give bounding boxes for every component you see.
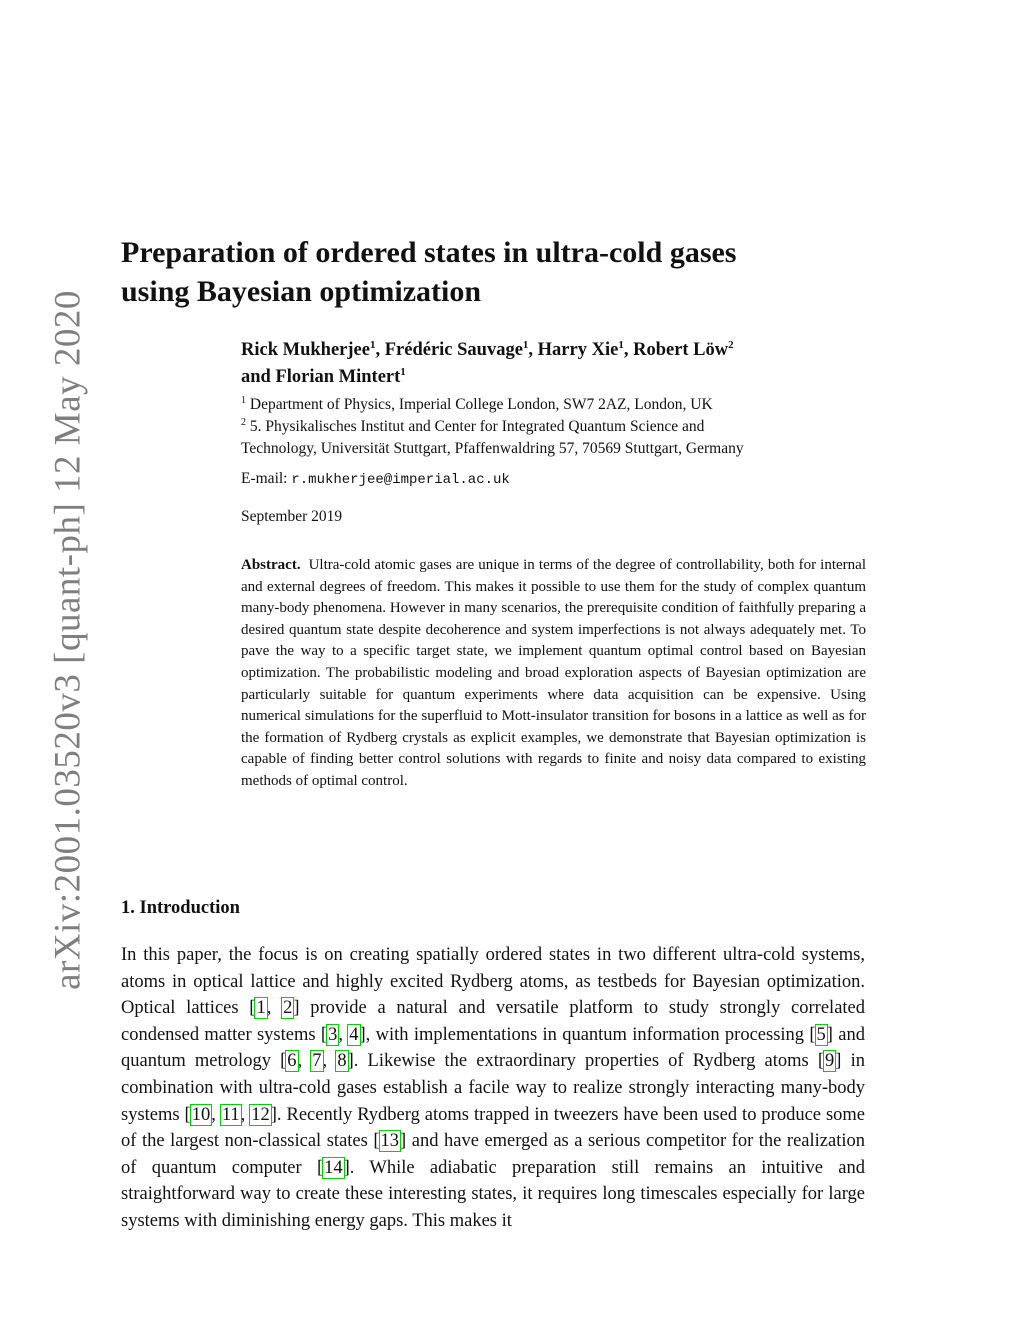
citation-separator: , <box>322 1051 337 1072</box>
citation-separator: , <box>297 1051 312 1072</box>
citation-separator: , <box>211 1104 221 1125</box>
body-text-segment: ]. Likewise the extraordinary properties of Rydberg atoms [ <box>347 1051 825 1072</box>
affiliation-marker: 1 <box>400 366 406 378</box>
citation-separator: , <box>266 998 283 1019</box>
abstract-text: Ultra-cold atomic gases are unique in terms of the degree of controllability, both for internal and external degrees of freedom. This makes it possible to use them for the study of complex quantum many-body phenomena. However in many scenarios, the prerequisite condition of faithfully preparing a desired quantum state despite decoherence and system imperfections is not always adequately met. To pave the way to a specific target state, we implement quantum optimal control based on Bayesian optimization. The probabilistic modeling and broad exploration aspects of Bayesian optimization are particularly suitable for quantum experiments where data acquisition can be expensive. Using numerical simulations for the superfluid to Mott-insulator transition for bosons in a lattice as well as for the formation of Rydberg crystals as explicit examples, we demonstrate that Bayesian optimization is capable of finding better control solutions with regards to finite and noisy data compared to existing methods of optimal control. <box>241 557 866 789</box>
body-text-segment: ], with implementations in quantum information processing [ <box>359 1024 816 1045</box>
introduction-paragraph <box>121 942 865 1235</box>
title-line-2: using Bayesian optimization <box>121 275 482 308</box>
citation-link[interactable]: 13 <box>380 1131 400 1152</box>
affiliations <box>241 394 866 460</box>
citation-link[interactable]: 7 <box>312 1051 322 1072</box>
arxiv-watermark: arXiv:2001.03520v3 [quant-ph] 12 May 2020 <box>47 290 89 990</box>
citation-link[interactable]: 11 <box>221 1104 240 1125</box>
section-heading-introduction: 1. Introduction <box>121 898 240 918</box>
affiliation-marker: 2 <box>728 339 734 351</box>
affiliation-number: 2 <box>241 417 246 428</box>
citation-link[interactable]: 8 <box>337 1051 347 1072</box>
contact-email <box>241 468 866 491</box>
author-name: Florian Mintert <box>275 367 401 387</box>
email-label: E-mail: <box>241 470 288 487</box>
body-text-segment: ] and have emerged as a serious competitor for the realization of quantum computer [ <box>121 1131 865 1178</box>
author-name: Robert Löw <box>633 340 729 360</box>
body-text-segment: ] in combination with ultra-cold gases establish a facile way to realize strongly interacting many-body systems [ <box>121 1051 866 1125</box>
body-text-segment: ] provide a natural and versatile platform to study strongly correlated condensed matter systems [ <box>121 998 865 1045</box>
citation-link[interactable]: 3 <box>328 1024 338 1045</box>
citation-separator: , <box>240 1104 251 1125</box>
affiliation-text: 5. Physikalisches Institut and Center for Integrated Quantum Science and <box>249 418 705 435</box>
affiliation-2-continuation: Technology, Universität Stuttgart, Pfaffenwaldring 57, 70569 Stuttgart, Germany <box>241 440 744 457</box>
affiliation-marker: 1 <box>369 339 376 351</box>
citation-link[interactable]: 2 <box>283 998 293 1019</box>
citation-link[interactable]: 9 <box>825 1051 835 1072</box>
citation-link[interactable]: 14 <box>324 1157 343 1178</box>
affiliation-number: 1 <box>241 395 246 406</box>
citation-link[interactable]: 12 <box>251 1104 270 1125</box>
paper-date: September 2019 <box>241 508 343 525</box>
author-name: Harry Xie <box>537 340 619 360</box>
author-name: Rick Mukherjee <box>241 340 370 360</box>
body-text-segment: ]. While adiabatic preparation still remains an intuitive and straightforward way to create these interesting states, it requires long timescales especially for large systems with diminishing energy gaps. This makes it <box>121 1157 865 1231</box>
body-text-segment: ] and quantum metrology [ <box>121 1024 865 1072</box>
citation-link[interactable]: 10 <box>191 1104 211 1125</box>
citation-link[interactable]: 1 <box>256 998 266 1019</box>
title-line-1: Preparation of ordered states in ultra-cold gases <box>121 236 737 269</box>
author-list <box>241 337 866 391</box>
paper-title <box>121 233 881 311</box>
author-name: Frédéric Sauvage <box>384 340 523 360</box>
body-text-segment: ]. Recently Rydberg atoms trapped in tweezers have been used to produce some of the largest non-classical states [ <box>121 1104 866 1152</box>
citation-link[interactable]: 6 <box>287 1051 297 1072</box>
author-line-1: Rick Mukherjee$^1$, Frédéric Sauvage$^1$, Harry Xie$^1$, Robert Löw$^2$ <box>241 339 734 360</box>
email-address[interactable]: r.mukherjee@imperial.ac.uk <box>291 472 510 488</box>
affiliation-1 <box>241 394 866 416</box>
body-text-segment: In this paper, the focus is on creating spatially ordered states in two different ultra-cold systems, atoms in optical lattice and highly excited Rydberg atoms, as testbeds for Bayesian optimization. Optical lattices [ <box>121 945 865 1019</box>
affiliation-marker: 1 <box>618 339 624 351</box>
abstract <box>241 555 866 793</box>
author-line-2 <box>241 364 866 391</box>
affiliation-2 <box>241 416 866 438</box>
citation-separator: , <box>338 1024 349 1045</box>
affiliation-marker: 1 <box>522 339 529 351</box>
abstract-label: Abstract. <box>241 557 301 573</box>
citation-link[interactable]: 4 <box>349 1024 359 1045</box>
author-conjunction: and <box>241 367 271 387</box>
affiliation-text: Department of Physics, Imperial College London, SW7 2AZ, London, UK <box>249 396 713 413</box>
citation-link[interactable]: 5 <box>816 1024 826 1045</box>
